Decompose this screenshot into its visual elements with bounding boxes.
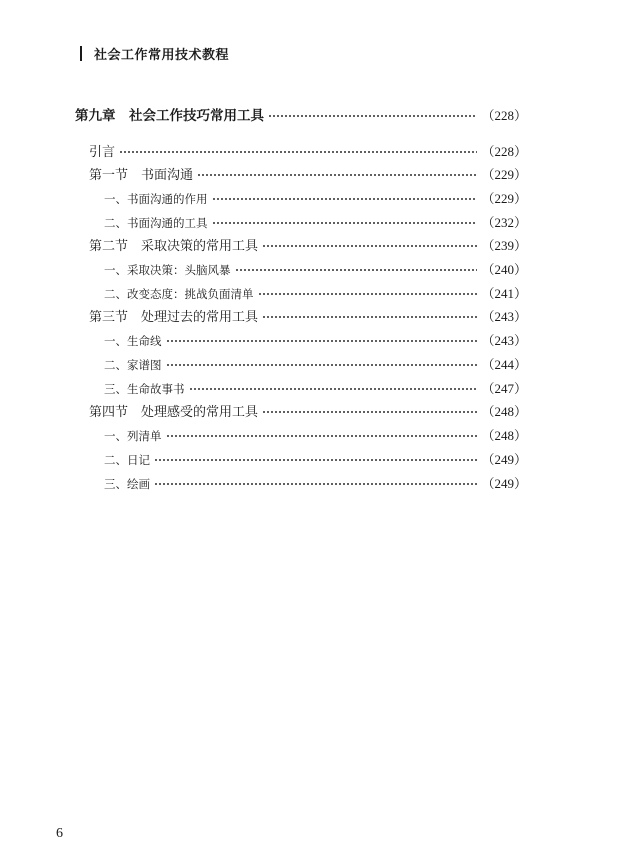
toc-page-number: （229） <box>481 167 527 182</box>
toc-entry-intro[interactable] <box>89 141 527 160</box>
dot-leader <box>262 245 477 247</box>
toc-entry-label: 第九章 社会工作技巧常用工具 <box>75 108 264 124</box>
toc-subsection[interactable] <box>104 259 527 278</box>
toc-section-3[interactable] <box>89 306 527 325</box>
dot-leader <box>268 115 477 117</box>
toc-entry-label: 一、书面沟通的作用 <box>104 192 208 206</box>
toc-page-number: （248） <box>481 404 527 419</box>
dot-leader <box>262 411 477 413</box>
toc-page-number: （239） <box>481 238 527 253</box>
toc-page-number: （244） <box>481 357 527 372</box>
toc-subsection[interactable] <box>104 188 527 207</box>
toc-page-number: （228） <box>481 108 527 123</box>
dot-leader <box>235 269 478 271</box>
toc-subsection[interactable] <box>104 330 527 349</box>
toc-entry-label: 第四节 处理感受的常用工具 <box>89 405 259 420</box>
toc-subsection[interactable] <box>104 473 527 492</box>
toc-entry-label: 二、家谱图 <box>104 358 162 372</box>
page-number: 6 <box>56 826 63 841</box>
toc-chapter-9[interactable] <box>75 104 527 124</box>
dot-leader <box>166 435 478 437</box>
toc-entry-label: 二、改变态度：挑战负面清单 <box>104 287 254 301</box>
toc-page-number: （240） <box>481 262 527 277</box>
toc-page-number: （243） <box>481 333 527 348</box>
book-title: 社会工作常用技术教程 <box>94 48 230 63</box>
dot-leader <box>189 388 478 390</box>
toc-page-number: （247） <box>481 381 527 396</box>
toc-page-number: （229） <box>481 191 527 206</box>
dot-leader <box>212 198 478 200</box>
toc-page-number: （228） <box>481 144 527 159</box>
toc-entry-label: 一、采取决策：头脑风暴 <box>104 263 231 277</box>
toc-entry-label: 第一节 书面沟通 <box>89 168 194 183</box>
dot-leader <box>197 174 477 176</box>
toc-section-4[interactable] <box>89 401 527 420</box>
dot-leader <box>212 222 478 224</box>
toc-entry-label: 二、日记 <box>104 453 150 467</box>
toc-page-number: （249） <box>481 452 527 467</box>
toc-entry-label: 一、列清单 <box>104 429 162 443</box>
toc-page-number: （249） <box>481 476 527 491</box>
toc-page-number: （232） <box>481 215 527 230</box>
dot-leader <box>166 340 478 342</box>
toc-subsection[interactable] <box>104 425 527 444</box>
toc-entry-label: 二、书面沟通的工具 <box>104 216 208 230</box>
toc-entry-label: 三、绘画 <box>104 477 150 491</box>
toc-subsection[interactable] <box>104 354 527 373</box>
dot-leader <box>262 316 477 318</box>
toc-entry-label: 第三节 处理过去的常用工具 <box>89 310 259 325</box>
dot-leader <box>154 459 477 461</box>
toc-page-number: （241） <box>481 286 527 301</box>
toc-entry-label: 三、生命故事书 <box>104 382 185 396</box>
toc-entry-label: 第二节 采取决策的常用工具 <box>89 239 259 254</box>
toc-page-number: （243） <box>481 309 527 324</box>
toc-page-number: （248） <box>481 428 527 443</box>
toc-subsection[interactable] <box>104 212 527 231</box>
toc-subsection[interactable] <box>104 378 527 397</box>
dot-leader <box>258 293 478 295</box>
toc-section-2[interactable] <box>89 235 527 254</box>
toc-section-1[interactable] <box>89 164 527 183</box>
toc-subsection[interactable] <box>104 283 527 302</box>
dot-leader <box>166 364 478 366</box>
toc-entry-label: 引言 <box>89 145 116 160</box>
dot-leader <box>154 483 477 485</box>
toc-subsection[interactable] <box>104 449 527 468</box>
toc-entry-label: 一、生命线 <box>104 334 162 348</box>
dot-leader <box>119 151 477 153</box>
